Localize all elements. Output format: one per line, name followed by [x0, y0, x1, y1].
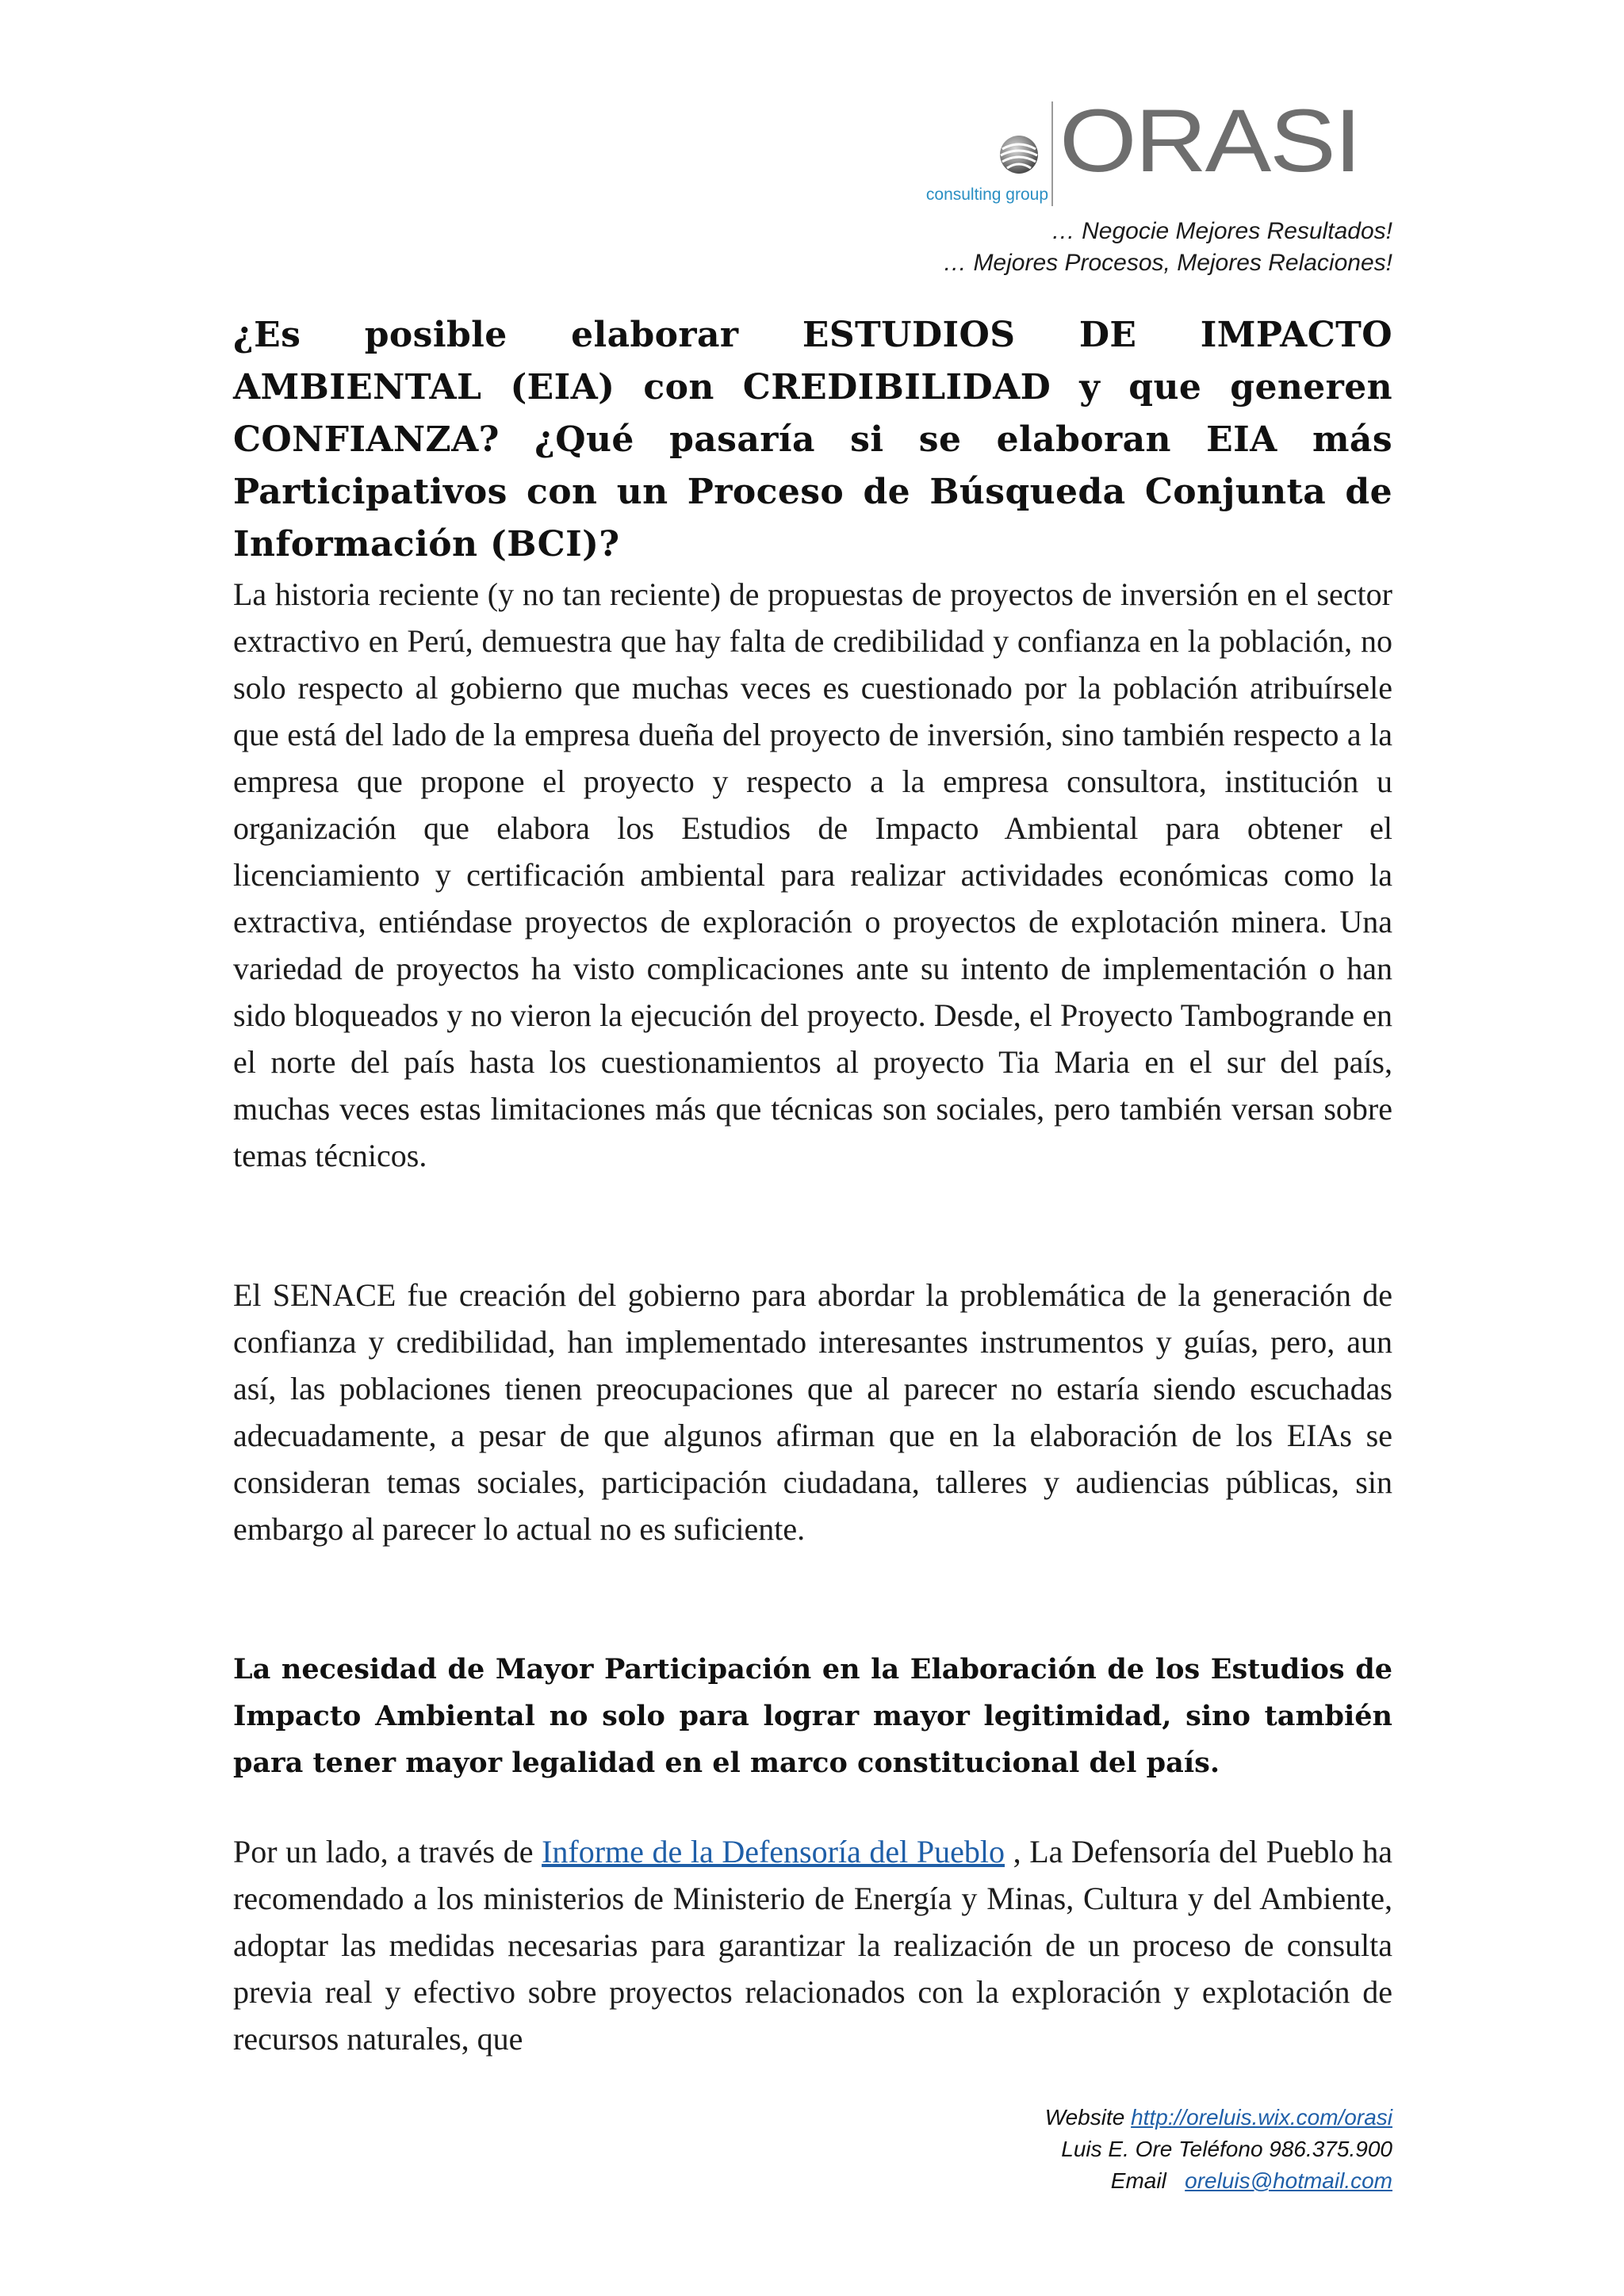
- globe-icon: [998, 132, 1040, 178]
- document-title: ¿Es posible elaborar ESTUDIOS DE IMPACTO AMBIENTAL (EIA) con CREDIBILIDAD y que generen CONFIANZA? ¿Qué pasaría si se elaboran EIA más Participativos con un Proceso de Búsqueda Conjunta de Información (BCI)?: [233, 315, 1392, 564]
- body-paragraph: La historia reciente (y no tan reciente) de propuestas de proyectos de inversión en el sector extractivo en Perú, demuestra que hay falta de credibilidad y confianza en la población, no solo respecto al gobierno que muchas veces es cuestionado por la población atribuírsele que está del lado de la empresa dueña del proyecto de inversión, sino también respecto a la empresa que propone el proyecto y respecto a la empresa consultora, institución u organización que elabora los Estudios de Impacto Ambiental para obtener el licenciamiento y certificación ambiental para realizar actividades económicas como la extractiva, entiéndase proyectos de exploración o proyectos de explotación minera. Una variedad de proyectos ha visto complicaciones ante su intento de implementación o han sido bloqueados y no vieron la ejecución del proyecto. Desde, el Proyecto Tambogrande en el norte del país hasta los cuestionamientos al proyecto Tia Maria en el sur del país, muchas veces estas limitaciones más que técnicas son sociales, pero también versan sobre temas técnicos.: [233, 576, 1392, 1173]
- footer-contact: Luis E. Ore Teléfono 986.375.900: [1061, 2137, 1392, 2161]
- slogan-line: … Negocie Mejores Resultados!: [1051, 218, 1392, 244]
- website-link[interactable]: http://oreluis.wix.com/orasi: [1131, 2105, 1392, 2130]
- logo-divider: [1051, 101, 1053, 206]
- website-label: Website: [1044, 2105, 1125, 2130]
- orasi-logo: [920, 91, 1396, 212]
- logo-subtitle: consulting group: [925, 186, 1048, 204]
- slogan-line: … Mejores Procesos, Mejores Relaciones!: [943, 250, 1392, 276]
- paragraph-text: Por un lado, a través de: [233, 1834, 542, 1869]
- email-label: Email: [1110, 2168, 1166, 2193]
- footer-website: [1045, 2102, 1392, 2133]
- email-link[interactable]: oreluis@hotmail.com: [1185, 2168, 1392, 2193]
- paragraph-text: , La Defensoría del Pueblo ha recomendado a los ministerios de Ministerio de Energía y Minas, Cultura y del Ambiente, adoptar las medidas necesarias para garantizar la realización de un proceso de consulta previa real y efectivo sobre proyectos relacionados con la exploración y explotación de recursos naturales, que: [233, 1834, 1393, 2057]
- logo-wordmark: ORASI: [1059, 91, 1361, 190]
- bold-paragraph: La necesidad de Mayor Participación en la Elaboración de los Estudios de Impacto Ambiental no solo para lograr mayor legitimidad, sino también para tener mayor legalidad en el marco constitucional del país.: [233, 1653, 1392, 1779]
- footer-email: [1111, 2165, 1392, 2197]
- defensoria-report-link[interactable]: Informe de la Defensoría del Pueblo: [542, 1834, 1005, 1869]
- body-paragraph: El SENACE fue creación del gobierno para abordar la problemática de la generación de confianza y credibilidad, han implementado interesantes instrumentos y guías, pero, aun así, las poblaciones tienen preocupaciones que al parecer no estaría siendo escuchadas adecuadamente, a pesar de que algunos afirman que en la elaboración de los EIAs se consideran temas sociales, participación ciudadana, talleres y audiencias públicas, sin embargo al parecer lo actual no es suficiente.: [233, 1277, 1392, 1547]
- body-paragraph: [233, 1828, 1392, 2062]
